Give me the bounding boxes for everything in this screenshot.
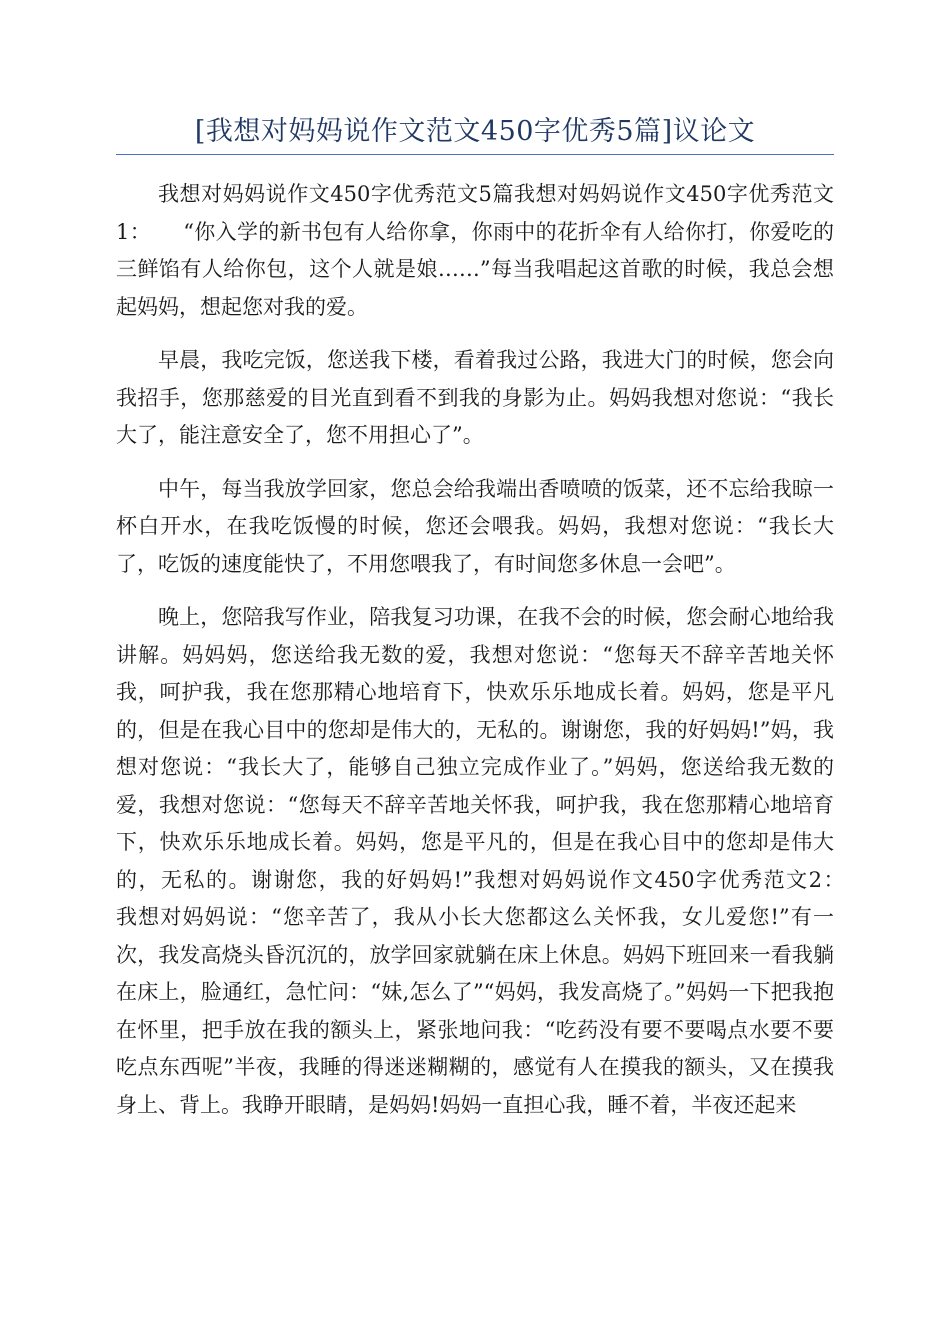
paragraph-1: 我想对妈妈说作文450字优秀范文5篇我想对妈妈说作文450字优秀范文1： “你入学的新书包有人给你拿，你雨中的花折伞有人给你打，你爱吃的三鲜馅有人给你包，这个人就是娘……”每当我唱起这首歌的时候，我总会想起妈妈，想起您对我的爱。: [116, 182, 834, 319]
title-underline: [116, 154, 834, 155]
document-body: [116, 176, 876, 1140]
paragraph-2: 早晨，我吃完饭，您送我下楼，看着我过公路，我进大门的时候，您会向我招手，您那慈爱的目光直到看不到我的身影为止。妈妈我想对您说：“我长大了，能注意安全了，您不用担心了”。: [116, 348, 834, 447]
document-title: [我想对妈妈说作文范文450字优秀5篇]议论文: [194, 116, 756, 147]
paragraph-3: 中午，每当我放学回家，您总会给我端出香喷喷的饭菜，还不忘给我晾一杯白开水，在我吃饭慢的时候，您还会喂我。妈妈，我想对您说：“我长大了，吃饭的速度能快了，不用您喂我了，有时间您多休息一会吧”。: [116, 476, 834, 576]
paragraph-4: 晚上，您陪我写作业，陪我复习功课，在我不会的时候，您会耐心地给我讲解。妈妈妈，您送给我无数的爱，我想对您说：“您每天不辞辛苦地关怀我，呵护我，我在您那精心地培育下，快欢乐乐地成长着。妈妈，您是平凡的，但是在我心目中的您却是伟大的，无私的。谢谢您，我的好妈妈!”妈，我想对您说：“我长大了，能够自己独立完成作业了。”妈妈，您送给我无数的爱，我想对您说：“您每天不辞辛苦地关怀我，呵护我，我在您那精心地培育下，快欢乐乐地成长着。妈妈，您是平凡的，但是在我心目中的您却是伟大的，无私的。谢谢您，我的好妈妈!”我想对妈妈说作文450字优秀范文2： 我想对妈妈说：“您辛苦了，我从小长大您都这么关怀我，女儿爱您!”有一次，我发高烧头昏沉沉的，放学回家就躺在床上休息。妈妈下班回来一看我躺在床上，脸通红，急忙问：“妹,怎么了”“妈妈，我发高烧了。”妈妈一下把我抱在怀里，把手放在我的额头上，紧张地问我：“吃药没有要不要喝点水要不要吃点东西呢”半夜，我睡的得迷迷糊糊的，感觉有人在摸我的额头，又在摸我身上、背上。我睁开眼睛，是妈妈!妈妈一直担心我，睡不着，半夜还起来: [116, 605, 876, 1117]
